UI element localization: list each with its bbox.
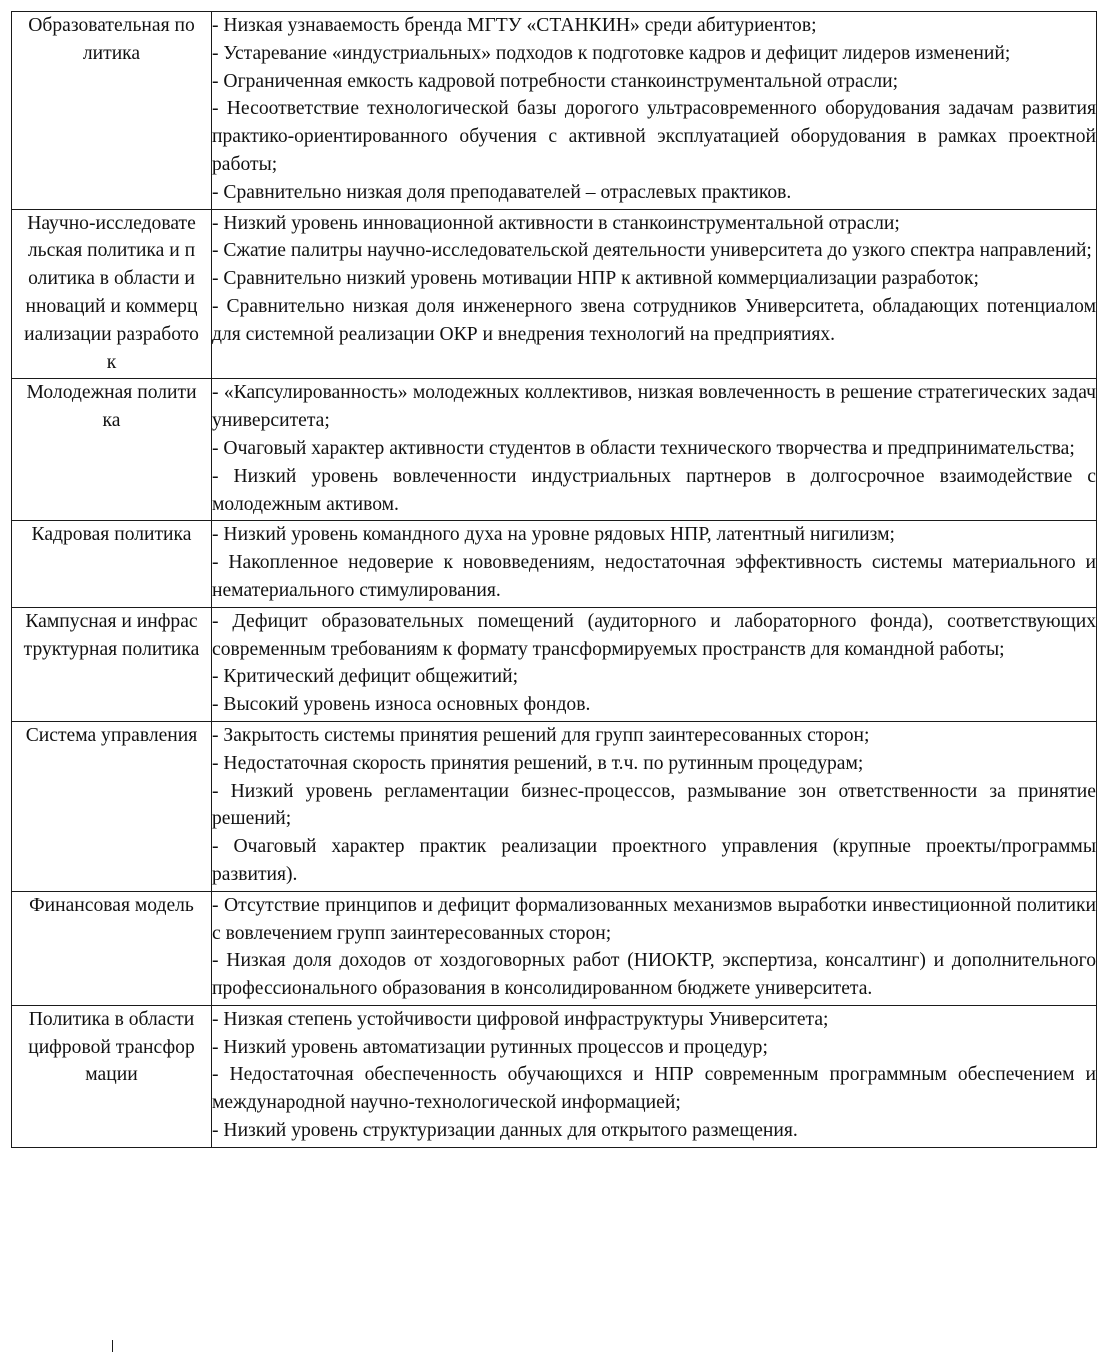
problem-item: - Несоответствие технологической базы дорогого ультрасовременного оборудования задачам развития практико-ориентированного обучения с активной эксплуатацией оборудования в рамках проектной работы; [212, 98, 1096, 175]
problems-cell [212, 1005, 1097, 1147]
problem-item: - Высокий уровень износа основных фондов. [212, 694, 591, 716]
problem-item: - Низкая степень устойчивости цифровой инфраструктуры Университета; [212, 1008, 829, 1030]
problems-cell [212, 379, 1097, 521]
category-label: Образовательная политика [28, 15, 195, 64]
problem-item: - «Капсулированность» молодежных коллективов, низкая вовлеченность в решение стратегических задач университета; [212, 382, 1096, 432]
category-cell [12, 12, 212, 210]
problem-item: - Низкая узнаваемость бренда МГТУ «СТАНКИН» среди абитуриентов; [212, 15, 817, 36]
problem-item: - Низкий уровень инновационной активности в станкоинструментальной отрасли; [212, 212, 900, 234]
problems-cell [212, 891, 1097, 1005]
problem-item: - Сжатие палитры научно-исследовательской деятельности университета до узкого спектра направлений; [212, 240, 1092, 262]
category-cell [12, 521, 212, 607]
category-cell [12, 607, 212, 721]
table-row [12, 721, 1097, 891]
problem-item: - Накопленное недоверие к нововведениям, недостаточная эффективность системы материального и нематериального стимулирования. [212, 552, 1096, 601]
problem-item: - Сравнительно низкая доля инженерного звена сотрудников Университета, обладающих потенциалом для системной реализации ОКР и внедрения технологий на предприятиях. [212, 295, 1096, 345]
problem-item: - Низкий уровень регламентации бизнес-процессов, размывание зон ответственности за принятие решений; [212, 780, 1096, 830]
category-label: Молодежная политика [26, 382, 197, 432]
problem-item: - Ограниченная емкость кадровой потребности станкоинструментальной отрасли; [212, 70, 899, 92]
category-label: Кампусная и инфраструктурная политика [23, 610, 200, 660]
category-label: Кадровая политика [31, 524, 192, 546]
table-row [12, 379, 1097, 521]
problems-cell [212, 721, 1097, 891]
problem-item: - Критический дефицит общежитий; [212, 666, 519, 688]
category-label: Система управления [25, 724, 198, 746]
table-row [12, 12, 1097, 210]
page-edge-tick-mark [112, 1340, 113, 1352]
table-row [12, 1005, 1097, 1147]
category-cell [12, 209, 212, 379]
category-cell [12, 721, 212, 891]
category-cell [12, 379, 212, 521]
table-row [12, 521, 1097, 607]
category-cell [12, 1005, 212, 1147]
problem-item: - Низкий уровень автоматизации рутинных процессов и процедур; [212, 1036, 768, 1058]
problem-item: - Сравнительно низкая доля преподавателей – отраслевых практиков. [212, 181, 792, 203]
problems-cell [212, 607, 1097, 721]
problem-item: - Устаревание «индустриальных» подходов к подготовке кадров и дефицит лидеров изменений; [212, 42, 1011, 64]
problems-cell [212, 209, 1097, 379]
category-label: Научно-исследовательская политика и политика в области инноваций и коммерциализации разработок [24, 212, 199, 373]
problem-item: - Недостаточная обеспеченность обучающихся и НПР современным программным обеспечением и международной научно-технологической информацией; [212, 1064, 1096, 1114]
problem-item: - Очаговый характер практик реализации проектного управления (крупные проекты/программы развития). [212, 836, 1096, 885]
problem-item: - Дефицит образовательных помещений (аудиторного и лабораторного фонда), соответствующих современным требованиям к формату трансформируемых пространств для командной работы; [212, 610, 1096, 660]
problem-item: - Низкий уровень вовлеченности индустриальных партнеров в долгосрочное взаимодействие с молодежным активом. [212, 465, 1096, 515]
table-row [12, 607, 1097, 721]
problem-item: - Недостаточная скорость принятия решений, в т.ч. по рутинным процедурам; [212, 752, 864, 774]
problems-table-body [12, 12, 1097, 1148]
category-label: Политика в области цифровой трансформации [28, 1008, 195, 1086]
problems-table [11, 11, 1097, 1148]
problem-item: - Низкий уровень структуризации данных для открытого размещения. [212, 1120, 798, 1142]
category-cell [12, 891, 212, 1005]
problems-cell [212, 521, 1097, 607]
category-label: Финансовая модель [29, 894, 194, 916]
problem-item: - Низкая доля доходов от хоздоговорных работ (НИОКТР, экспертиза, консалтинг) и дополнительного профессионального образования в консолидированном бюджете университета. [212, 950, 1096, 1000]
table-row [12, 209, 1097, 379]
table-row [12, 891, 1097, 1005]
problems-cell [212, 12, 1097, 210]
problem-item: - Сравнительно низкий уровень мотивации НПР к активной коммерциализации разработок; [212, 268, 979, 290]
problem-item: - Отсутствие принципов и дефицит формализованных механизмов выработки инвестиционной политики с вовлечением групп заинтересованных сторон; [212, 894, 1096, 944]
problem-item: - Закрытость системы принятия решений для групп заинтересованных сторон; [212, 724, 870, 746]
problem-item: - Очаговый характер активности студентов в области технического творчества и предпринимательства; [212, 437, 1075, 459]
problem-item: - Низкий уровень командного духа на уровне рядовых НПР, латентный нигилизм; [212, 524, 895, 546]
